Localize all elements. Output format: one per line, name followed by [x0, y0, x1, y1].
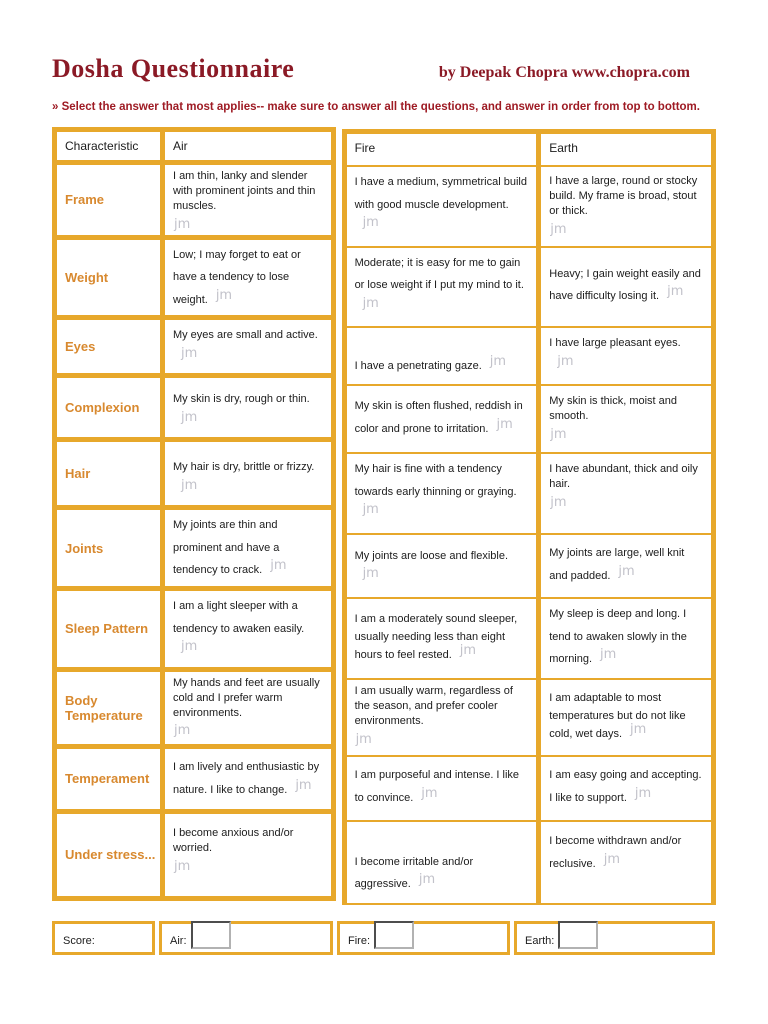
row-label-under-stress: Under stress... [57, 814, 160, 896]
answer-sleep-earth[interactable] [541, 599, 711, 675]
jm-watermark: jm [634, 786, 652, 802]
jm-watermark: jm [630, 722, 647, 738]
jm-watermark: jm [180, 639, 198, 655]
answer-eyes-earth[interactable] [541, 328, 711, 381]
answer-body-temperature-air[interactable] [165, 672, 331, 744]
answer-joints-earth[interactable] [541, 535, 711, 594]
air-score-label: Air: [170, 935, 187, 948]
jm-watermark: jm [600, 647, 617, 663]
row-label-complexion: Complexion [57, 378, 160, 437]
answer-hair-air[interactable] [165, 442, 331, 505]
answer-text: My joints are thin and prominent and have a tendency to crack. [172, 519, 280, 577]
instruction-text: » Select the answer that most applies-- make sure to answer all the questions, and answer in order from top to bottom. [52, 101, 700, 113]
answer-hair-earth[interactable] [541, 454, 711, 530]
answer-text: I become anxious and/or worried. [172, 826, 294, 854]
answer-complexion-air[interactable] [165, 378, 331, 437]
jm-watermark: jm [496, 416, 513, 432]
answer-eyes-fire[interactable] [347, 328, 537, 381]
answer-eyes-air[interactable] [165, 320, 331, 373]
answer-temperament-earth[interactable] [541, 757, 711, 817]
answer-text: My hair is dry, brittle or frizzy. [172, 461, 315, 474]
answer-text: I have a penetrating gaze. [354, 359, 482, 372]
jm-watermark: jm [489, 353, 507, 369]
jm-watermark: jm [603, 851, 620, 867]
row-label-sleep-pattern: Sleep Pattern [57, 591, 160, 667]
answer-text: I have large pleasant eyes. [549, 337, 681, 350]
answer-complexion-fire[interactable] [347, 386, 537, 449]
jm-watermark: jm [421, 786, 438, 802]
jm-watermark: jm [173, 723, 191, 739]
answer-text: I am a moderately sound sleeper, usually needing less than eight hours to feel rested. [354, 612, 518, 662]
answer-text: My hands and feet are usually cold and I prefer warm environments. [172, 676, 320, 719]
jm-watermark: jm [557, 353, 574, 369]
row-label-hair: Hair [57, 442, 160, 505]
answer-sleep-air[interactable] [165, 591, 331, 667]
jm-watermark: jm [180, 477, 198, 493]
questionnaire-table [52, 127, 716, 905]
column-header-fire: Fire [347, 134, 537, 162]
answer-frame-earth[interactable] [541, 167, 711, 243]
score-label-box [52, 921, 155, 955]
answer-text: I have abundant, thick and oily hair. [549, 463, 698, 491]
answer-joints-air[interactable] [165, 510, 331, 586]
answer-text: My skin is thick, moist and smooth. [549, 395, 678, 423]
answer-text: My sleep is deep and long. I tend to awaken slowly in the morning. [549, 608, 687, 666]
answer-text: I become irritable and/or aggressive. [354, 855, 474, 891]
page-title: Dosha Questionnaire [52, 54, 295, 83]
jm-watermark: jm [459, 643, 477, 659]
table-left-block [52, 127, 336, 901]
jm-watermark: jm [295, 777, 312, 793]
answer-hair-fire[interactable] [347, 454, 537, 530]
answer-sleep-fire[interactable] [347, 599, 537, 675]
score-section [52, 921, 716, 955]
answer-complexion-earth[interactable] [541, 386, 711, 449]
jm-watermark: jm [618, 563, 635, 579]
row-label-temperament: Temperament [57, 749, 160, 809]
answer-joints-fire[interactable] [347, 535, 537, 594]
answer-under-stress-earth[interactable] [541, 822, 711, 900]
answer-text: I have a medium, symmetrical build with good muscle development. [354, 176, 527, 211]
answer-under-stress-air[interactable] [165, 814, 331, 896]
answer-text: I am purposeful and intense. I like to convince. [354, 769, 520, 805]
jm-watermark: jm [355, 731, 372, 747]
answer-frame-air[interactable] [165, 165, 331, 235]
jm-watermark: jm [180, 345, 198, 361]
table-right-block [342, 129, 716, 905]
answer-text: I am easy going and accepting. I like to support. [549, 769, 702, 805]
air-score-box [159, 921, 333, 955]
fire-score-box [337, 921, 510, 955]
answer-text: Low; I may forget to eat or have a tendency to lose weight. [172, 248, 301, 306]
answer-text: I am a light sleeper with a tendency to awaken easily. [172, 600, 305, 635]
answer-temperament-air[interactable] [165, 749, 331, 809]
answer-text: I am lively and enthusiastic by nature. I like to change. [172, 761, 320, 796]
jm-watermark: jm [667, 284, 684, 300]
jm-watermark: jm [362, 295, 379, 311]
jm-watermark: jm [550, 495, 567, 511]
answer-weight-earth[interactable] [541, 248, 711, 324]
jm-watermark: jm [173, 216, 191, 232]
jm-watermark: jm [418, 872, 436, 888]
answer-text: My joints are loose and flexible. [354, 549, 509, 562]
jm-watermark: jm [362, 502, 379, 518]
answer-text: Moderate; it is easy for me to gain or lose weight if I put my mind to it. [354, 256, 524, 292]
answer-text: My skin is often flushed, reddish in color and prone to irritation. [354, 400, 523, 435]
answer-text: Heavy; I gain weight easily and have difficulty losing it. [549, 267, 701, 303]
earth-score-label: Earth: [525, 935, 555, 948]
answer-text: I am thin, lanky and slender with prominent joints and thin muscles. [172, 170, 316, 212]
row-label-frame: Frame [57, 165, 160, 235]
author-byline: by Deepak Chopra www.chopra.com [438, 64, 690, 81]
answer-text: I am usually warm, regardless of the season, and prefer cooler environments. [354, 685, 513, 727]
jm-watermark: jm [550, 221, 567, 237]
page-header [52, 54, 716, 84]
answer-body-temperature-fire[interactable] [347, 680, 537, 752]
earth-score-box [514, 921, 715, 955]
row-label-weight: Weight [57, 240, 160, 316]
jm-watermark: jm [362, 566, 379, 582]
answer-text: My skin is dry, rough or thin. [172, 393, 310, 406]
earth-score-input[interactable] [558, 921, 598, 949]
score-label: Score: [63, 935, 95, 948]
jm-watermark: jm [362, 215, 379, 231]
jm-watermark: jm [173, 858, 191, 874]
jm-watermark: jm [270, 558, 287, 574]
column-header-characteristic: Characteristic [57, 132, 160, 160]
answer-text: My joints are large, well knit and padded. [549, 546, 685, 582]
answer-text: I become withdrawn and/or reclusive. [549, 835, 682, 870]
answer-under-stress-fire[interactable] [347, 822, 537, 900]
answer-temperament-fire[interactable] [347, 757, 537, 817]
answer-text: I have a large, round or stocky build. My frame is broad, stout or thick. [549, 175, 698, 217]
answer-weight-fire[interactable] [347, 248, 537, 324]
answer-text: My hair is fine with a tendency towards early thinning or graying. [354, 463, 517, 498]
column-header-earth: Earth [541, 134, 711, 162]
answer-body-temperature-earth[interactable] [541, 680, 711, 752]
answer-text: I am adaptable to most temperatures but do not like cold, wet days. [549, 691, 686, 741]
answer-frame-fire[interactable] [347, 167, 537, 243]
fire-score-label: Fire: [348, 935, 370, 948]
row-label-eyes: Eyes [57, 320, 160, 373]
row-label-joints: Joints [57, 510, 160, 586]
column-header-air: Air [165, 132, 331, 160]
answer-weight-air[interactable] [165, 240, 331, 316]
jm-watermark: jm [215, 287, 233, 303]
fire-score-input[interactable] [374, 921, 414, 949]
air-score-input[interactable] [191, 921, 231, 949]
answer-text: My eyes are small and active. [172, 329, 318, 342]
jm-watermark: jm [550, 427, 567, 443]
row-label-body-temperature: Body Temperature [57, 672, 160, 744]
jm-watermark: jm [180, 409, 198, 425]
